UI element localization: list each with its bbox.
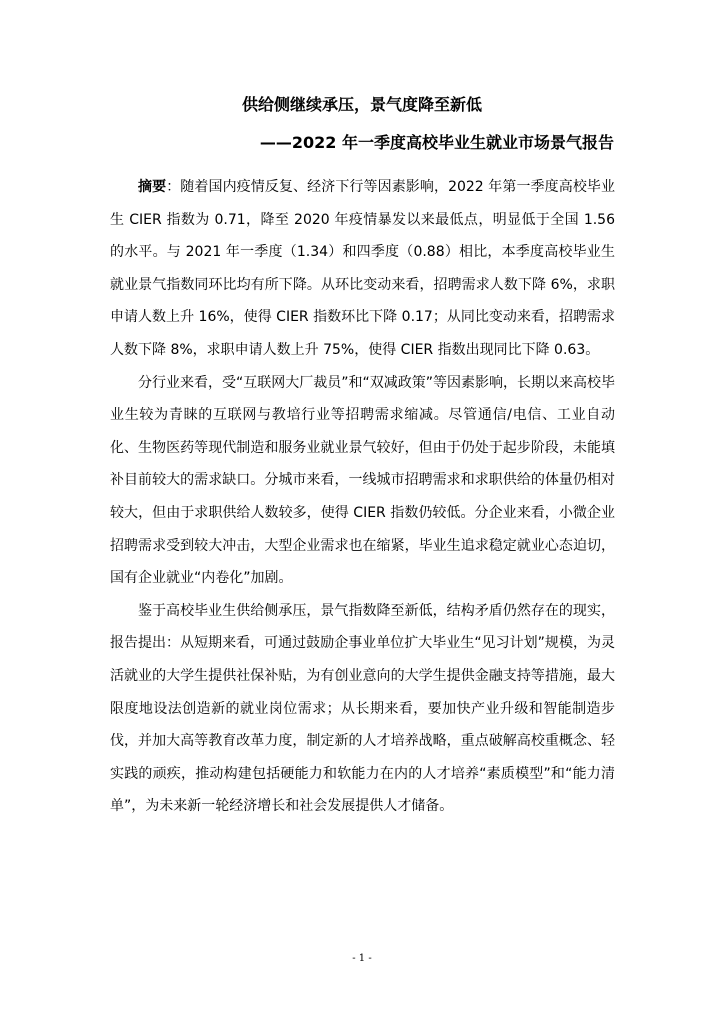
page-number: - 1 - <box>352 953 372 964</box>
document-title: 供给侧继续承压，景气度降至新低 <box>241 95 482 114</box>
abstract-label: 摘要 <box>138 179 167 195</box>
abstract-paragraph <box>110 171 615 367</box>
document-subtitle: ——2022 年一季度高校毕业生就业市场景气报告 <box>259 133 614 152</box>
document-body <box>110 171 615 823</box>
abstract-text: ：随着国内疫情反复、经济下行等因素影响，2022 年第一季度高校毕业生 CIER 指数为 0.71，降至 2020 年疫情暴发以来最低点，明显低于全国 1.56 的水平。与 2021 年一季度（1.34）和四季度（0.88）相比，本季度高校毕业生就业景气指数同环比均有所下降。从环比变动来看，招聘需求人数下降 6%，求职申请人数上升 16%，使得 CIER 指数环比下降 0.17；从同比变动来看，招聘需求人数下降 8%，求职申请人数上升 75%，使得 CIER 指数出现同比下降 0.63。 <box>110 179 616 358</box>
recommendation-paragraph: 鉴于高校毕业生供给侧承压，景气指数降至新低，结构矛盾仍然存在的现实，报告提出：从短期来看，可通过鼓励企事业单位扩大毕业生“见习计划”规模，为灵活就业的大学生提供社保补贴，为有创业意向的大学生提供金融支持等措施，最大限度地设法创造新的就业岗位需求；从长期来看，要加快产业升级和智能制造步伐，并加大高等教育改革力度，制定新的人才培养战略，重点破解高校重概念、轻实践的顽疾，推动构建包括硬能力和软能力在内的人才培养“素质模型”和“能力清单”，为未来新一轮经济增长和社会发展提供人才储备。 <box>110 602 615 815</box>
industry-paragraph: 分行业来看，受“互联网大厂裁员”和“双减政策”等因素影响，长期以来高校毕业生较为青睐的互联网与教培行业等招聘需求缩减。尽管通信/电信、工业自动化、生物医药等现代制造和服务业就业景气较好，但由于仍处于起步阶段，未能填补目前较大的需求缺口。分城市来看，一线城市招聘需求和求职供给的体量仍相对较大，但由于求职供给人数较多，使得 CIER 指数仍较低。分企业来看，小微企业招聘需求受到较大冲击，大型企业需求也在缩紧，毕业生追求稳定就业心态迫切，国有企业就业“内卷化”加剧。 <box>110 374 616 587</box>
